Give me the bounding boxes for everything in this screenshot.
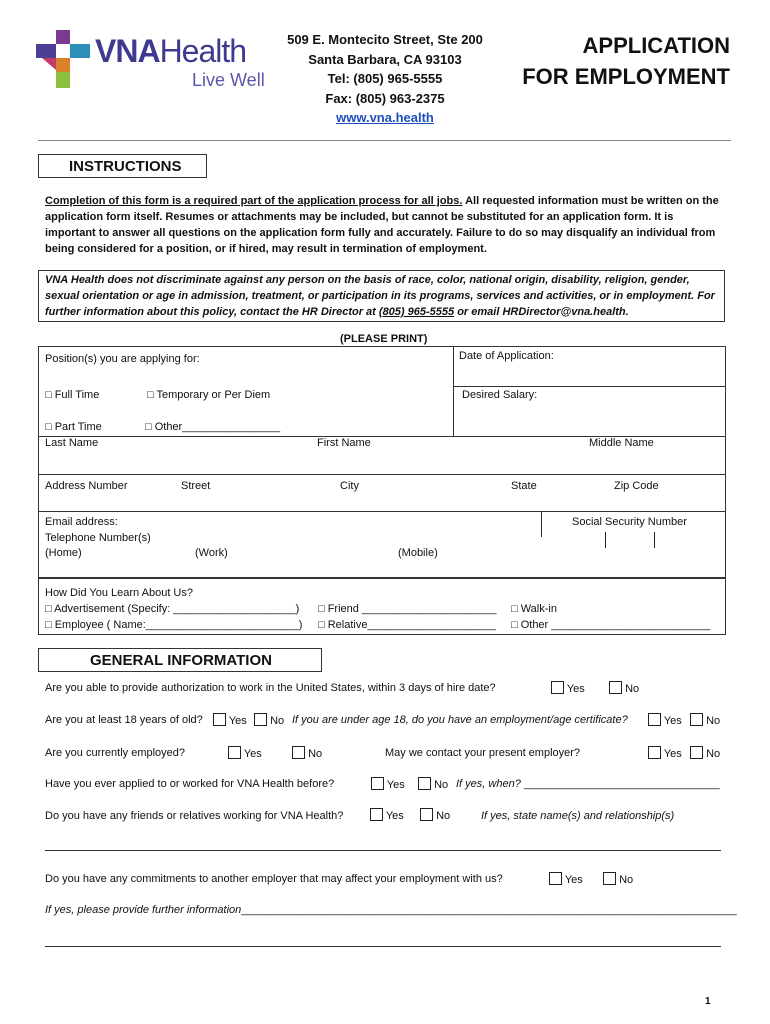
checkbox-icon[interactable]: [551, 681, 564, 694]
work-authorization-question: Are you able to provide authorization to work in the United States, within 3 days of hire date?: [45, 682, 496, 694]
mobile-phone-field[interactable]: (Mobile): [398, 547, 438, 559]
q2b-no[interactable]: [690, 713, 720, 727]
yes-label: Yes: [385, 810, 404, 822]
checkbox-icon[interactable]: [648, 713, 661, 726]
no-label: No: [619, 874, 634, 886]
city-field[interactable]: City: [340, 480, 359, 492]
zip-field[interactable]: Zip Code: [614, 480, 659, 492]
yes-label: Yes: [243, 748, 262, 760]
ssn-separator: [605, 532, 606, 548]
desired-salary-field[interactable]: Desired Salary:: [462, 389, 538, 401]
checkbox-icon[interactable]: [648, 746, 661, 759]
checkbox-icon[interactable]: [213, 713, 226, 726]
yes-label: Yes: [564, 874, 583, 886]
q3b-no[interactable]: [690, 746, 720, 760]
home-phone-field[interactable]: (Home): [45, 547, 82, 559]
age-question: Are you at least 18 years of old?: [45, 714, 203, 726]
part-time-option[interactable]: □ Part Time: [45, 421, 102, 433]
advertisement-option[interactable]: □ Advertisement (Specify: ____________________): [45, 603, 300, 615]
position-field[interactable]: Position(s) you are applying for:: [45, 353, 200, 365]
page-number: 1: [705, 996, 711, 1007]
instructions-heading: INSTRUCTIONS: [38, 154, 207, 178]
currently-employed-question: Are you currently employed?: [45, 747, 186, 759]
please-print-label: (PLEASE PRINT): [340, 333, 428, 345]
q6-no[interactable]: [603, 872, 633, 886]
general-info-heading: GENERAL INFORMATION: [38, 648, 322, 672]
checkbox-icon[interactable]: [690, 713, 703, 726]
further-info-line-2[interactable]: [45, 946, 721, 947]
checkbox-icon[interactable]: [228, 746, 241, 759]
no-label: No: [434, 779, 449, 791]
q3-yes[interactable]: [228, 746, 262, 760]
yes-label: Yes: [566, 683, 585, 695]
notice-phone: (805) 965-5555: [378, 306, 455, 318]
relative-option[interactable]: □ Relative_____________________: [318, 619, 496, 631]
checkbox-icon[interactable]: [609, 681, 622, 694]
address-line: Santa Barbara, CA 93103: [308, 51, 462, 67]
header-divider: [38, 140, 731, 141]
date-application-field[interactable]: Date of Application:: [459, 350, 554, 362]
middle-name-field[interactable]: Middle Name: [589, 437, 654, 449]
instructions-required-text: Completion of this form is a required part of the application process for all jobs.: [45, 195, 463, 207]
divider: [453, 346, 454, 436]
notice-email-text: or email HRDirector@vna.health.: [454, 306, 629, 318]
applied-when-line: ________________________________: [520, 778, 720, 790]
q4-yes[interactable]: [371, 777, 405, 791]
yes-label: Yes: [663, 748, 682, 760]
temporary-option[interactable]: □ Temporary or Per Diem: [147, 389, 271, 401]
no-label: No: [625, 683, 640, 695]
divider: [541, 511, 542, 537]
checkbox-icon[interactable]: [549, 872, 562, 885]
checkbox-icon[interactable]: [690, 746, 703, 759]
no-label: No: [436, 810, 451, 822]
q3-no[interactable]: [292, 746, 322, 760]
learn-about-label: How Did You Learn About Us?: [45, 587, 193, 599]
further-info-label: If yes, please provide further information: [45, 904, 242, 916]
instructions-paragraph: [45, 193, 727, 257]
fax-line: Fax: (805) 963-2375: [325, 90, 445, 106]
q2-no[interactable]: [254, 713, 284, 727]
last-name-field[interactable]: Last Name: [45, 437, 99, 449]
checkbox-icon[interactable]: [420, 808, 433, 821]
further-info-field[interactable]: [45, 904, 737, 916]
email-field[interactable]: Email address:: [45, 516, 118, 528]
first-name-field[interactable]: First Name: [317, 437, 371, 449]
company-address: [270, 30, 500, 128]
logo-text: VNAHealth: [95, 33, 247, 69]
q1-yes[interactable]: [551, 681, 585, 695]
age-certificate-question: If you are under age 18, do you have an employment/age certificate?: [292, 714, 628, 726]
no-label: No: [706, 748, 721, 760]
checkbox-icon[interactable]: [292, 746, 305, 759]
nondiscrimination-notice: [38, 270, 725, 322]
q3b-yes[interactable]: [648, 746, 682, 760]
friend-option[interactable]: □ Friend ______________________: [318, 603, 497, 615]
title-line-1: APPLICATION: [582, 33, 730, 58]
q2b-yes[interactable]: [648, 713, 682, 727]
applied-when-label: If yes, when?: [456, 778, 521, 790]
checkbox-icon[interactable]: [370, 808, 383, 821]
friends-relatives-question: Do you have any friends or relatives working for VNA Health?: [45, 810, 344, 822]
relationship-line[interactable]: [45, 850, 721, 851]
q2-yes[interactable]: [213, 713, 247, 727]
applied-before-question: Have you ever applied to or worked for VNA Health before?: [45, 778, 335, 790]
employee-option[interactable]: □ Employee ( Name:_________________________): [45, 619, 303, 631]
q4-no[interactable]: [418, 777, 448, 791]
divider: [38, 474, 726, 475]
logo-tagline: Live Well: [192, 70, 265, 90]
telephone-label: Telephone Number(s): [45, 532, 151, 544]
checkbox-icon[interactable]: [603, 872, 616, 885]
state-field[interactable]: State: [511, 480, 537, 492]
yes-label: Yes: [386, 779, 405, 791]
contact-employer-question: May we contact your present employer?: [385, 747, 581, 759]
checkbox-icon[interactable]: [371, 777, 384, 790]
further-info-line: _________________________________________________________________________________: [241, 904, 737, 916]
q1-no[interactable]: [609, 681, 639, 695]
notice-text: VNA Health does not discriminate against any person on the basis of race, color, national origin, disability, religion, gender, sexual orientation or age in admission, treatment, or participation in its programs, services and activities, or in employment. For further information about this policy, contact the HR Director at: [45, 274, 715, 318]
q6-yes[interactable]: [549, 872, 583, 886]
no-label: No: [270, 715, 285, 727]
website-link[interactable]: www.vna.health: [336, 110, 434, 125]
street-field[interactable]: Street: [181, 480, 211, 492]
ssn-field[interactable]: Social Security Number: [572, 516, 687, 528]
full-time-option[interactable]: □ Full Time: [45, 389, 100, 401]
yes-label: Yes: [228, 715, 247, 727]
ssn-separator: [654, 532, 655, 548]
applied-when-field[interactable]: [456, 778, 720, 790]
divider: [38, 511, 726, 512]
checkbox-icon[interactable]: [418, 777, 431, 790]
relationship-label: If yes, state name(s) and relationship(s): [481, 810, 675, 822]
commitments-question: Do you have any commitments to another employer that may affect your employment with us?: [45, 873, 503, 885]
walkin-option[interactable]: □ Walk-in: [511, 603, 557, 615]
divider: [453, 386, 726, 387]
yes-label: Yes: [663, 715, 682, 727]
q5-no[interactable]: [420, 808, 450, 822]
no-label: No: [706, 715, 721, 727]
q5-yes[interactable]: [370, 808, 404, 822]
title-line-2: FOR EMPLOYMENT: [522, 64, 730, 89]
checkbox-icon[interactable]: [254, 713, 267, 726]
address-line: 509 E. Montecito Street, Ste 200: [287, 32, 483, 47]
document-title: [520, 30, 730, 92]
no-label: No: [308, 748, 323, 760]
phone-line: Tel: (805) 965-5555: [327, 71, 443, 86]
work-phone-field[interactable]: (Work): [195, 547, 228, 559]
other-source-option[interactable]: □ Other __________________________: [511, 619, 711, 631]
address-number-field[interactable]: Address Number: [45, 480, 128, 492]
instructions-body-text: All requested information must be written on the application form itself. Resumes or attachments may be included, but cannot be substituted for an application form. It is important to answer all questions on the application form fully and accurately. Failure to do so may disqualify an individual from being considered for a position, or if hired, may result in termination of employment.: [45, 195, 719, 255]
other-option[interactable]: □ Other________________: [145, 421, 281, 433]
